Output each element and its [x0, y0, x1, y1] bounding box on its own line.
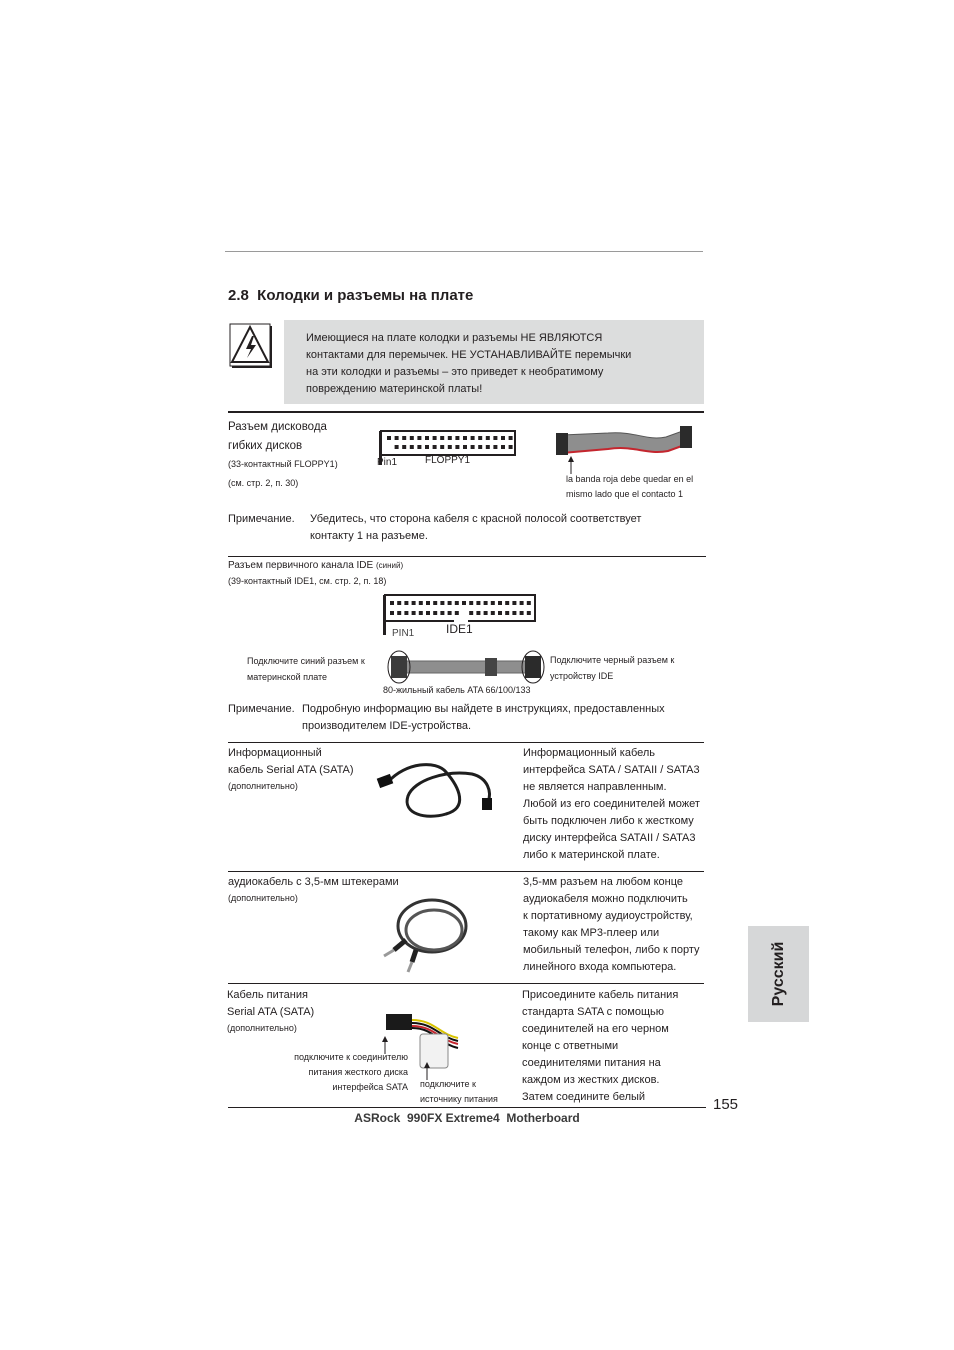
- power-optional: (дополнительно): [227, 1023, 297, 1033]
- power-title: [227, 987, 314, 1021]
- warning-line: на эти колодки и разъемы – это приведет к необратимому: [306, 366, 604, 378]
- floppy-title: [228, 418, 327, 456]
- divider: [228, 983, 704, 984]
- note-line: производителем IDE-устройства.: [302, 720, 472, 732]
- floppy-connector-label: FLOPPY1: [425, 455, 471, 466]
- note-line: Подробную информацию вы найдете в инструкциях, предоставленных: [302, 703, 665, 715]
- desc-line: Присоедините кабель питания: [522, 989, 679, 1001]
- language-tab-label: Русский: [769, 941, 787, 1007]
- ide-left-callout: [247, 653, 365, 685]
- desc-line: соединителей на его черном: [522, 1023, 669, 1035]
- floppy-pin1-label: Pin1: [377, 457, 398, 468]
- ide-note-label: Примечание.: [228, 703, 295, 715]
- desc-line: стандарта SATA с помощью: [522, 1006, 664, 1018]
- ide-sub: (39-контактный IDE1, см. стр. 2, п. 18): [228, 576, 387, 586]
- desc-line: не является направленным.: [523, 781, 667, 793]
- floppy-note: [310, 511, 641, 545]
- floppy-cable-note: [566, 472, 693, 502]
- floppy-ref: (см. стр. 2, п. 30): [228, 478, 299, 488]
- ide-title: [228, 560, 403, 571]
- audio-title: аудиокабель с 3,5-мм штекерами: [228, 876, 399, 888]
- ide-title-small: (синий): [375, 561, 404, 570]
- callout-line: подключите к: [420, 1079, 476, 1089]
- audio-description: [523, 874, 700, 976]
- cable-note-line: mismo lado que el contacto 1: [566, 489, 684, 499]
- callout-line: устройству IDE: [550, 671, 614, 681]
- warning-line: Имеющиеся на плате колодки и разъемы НЕ ЯВЛЯЮТСЯ: [306, 332, 603, 344]
- page-number: 155: [713, 1096, 739, 1113]
- desc-line: мобильный телефон, либо к порту: [523, 944, 700, 956]
- desc-line: каждом из жестких дисков.: [522, 1074, 660, 1086]
- desc-line: интерфейса SATA / SATAII / SATA3: [523, 764, 700, 776]
- floppy-title-line: Разъем дисковода: [228, 421, 327, 433]
- floppy-ribbon-cable: [556, 423, 696, 461]
- sata-description: [523, 745, 700, 864]
- floppy-sub: (33-контактный FLOPPY1): [228, 459, 338, 469]
- power-title-line: Serial ATA (SATA): [227, 1006, 315, 1018]
- callout-line: материнской плате: [247, 672, 328, 682]
- ide-connector-label: IDE1: [446, 622, 473, 636]
- power-description: [522, 987, 678, 1106]
- desc-line: быть подключен либо к жесткому: [523, 815, 694, 827]
- desc-line: такому как MP3-плеер или: [523, 927, 660, 939]
- ide-pin1-label: PIN1: [392, 628, 415, 639]
- callout-line: подключите к соединителю: [294, 1052, 408, 1062]
- ide-cable-caption: 80-жильный кабель ATA 66/100/133: [383, 685, 531, 695]
- top-divider: [225, 251, 703, 252]
- ide-right-callout: [550, 652, 674, 684]
- desc-line: Любой из его соединителей может: [523, 798, 700, 810]
- power-callout-right: [420, 1077, 498, 1107]
- desc-line: соединителями питания на: [522, 1057, 661, 1069]
- floppy-note-label: Примечание.: [228, 513, 295, 525]
- ide-note: [302, 701, 665, 735]
- desc-line: аудиокабеля можно подключить: [523, 893, 688, 905]
- desc-line: диску интерфейса SATAII / SATA3: [523, 832, 696, 844]
- desc-line: либо к материнской плате.: [523, 849, 660, 861]
- sata-cable-image: [376, 752, 506, 824]
- callout-line: питания жесткого диска: [308, 1067, 408, 1077]
- warning-line: повреждению материнской платы!: [306, 383, 483, 395]
- warning-line: контактами для перемычек. НЕ УСТАНАВЛИВАЙТЕ перемычки: [306, 349, 632, 361]
- desc-line: конце с ответными: [522, 1040, 619, 1052]
- section-divider: [228, 411, 704, 413]
- audio-optional: (дополнительно): [228, 893, 298, 903]
- callout-line: Подключите черный разъем к: [550, 655, 675, 665]
- sata-title-line: Информационный: [228, 747, 322, 759]
- note-line: контакту 1 на разъеме.: [310, 530, 428, 542]
- language-tab: [748, 926, 809, 1022]
- desc-line: Затем соедините белый: [522, 1091, 646, 1103]
- callout-line: Подключите синий разъем к: [247, 656, 365, 666]
- floppy-title-line: гибких дисков: [228, 440, 303, 452]
- divider: [228, 871, 704, 872]
- desc-line: к портативному аудиоустройству,: [523, 910, 693, 922]
- cable-note-line: la banda roja debe quedar en el: [566, 474, 694, 484]
- divider: [228, 742, 704, 743]
- callout-line: интерфейса SATA: [332, 1082, 408, 1092]
- sata-title: [228, 745, 354, 779]
- sata-title-line: кабель Serial ATA (SATA): [228, 764, 354, 776]
- desc-line: линейного входа компьютера.: [523, 961, 677, 973]
- section-title: 2.8 Колодки и разъемы на плате: [228, 287, 474, 304]
- footer-brand: ASRock 990FX Extreme4 Motherboard: [354, 1111, 580, 1125]
- warning-triangle-icon: [226, 320, 276, 370]
- power-callout-left: [286, 1050, 408, 1095]
- note-line: Убедитесь, что сторона кабеля с красной полосой соответствует: [310, 513, 642, 525]
- sata-optional: (дополнительно): [228, 781, 298, 791]
- ide-title-text: Разъем первичного канала IDE: [228, 560, 374, 571]
- ide-ribbon-cable: [383, 648, 549, 686]
- callout-line: источнику питания: [420, 1094, 498, 1104]
- warning-text: [306, 330, 631, 398]
- audio-cable-image: [376, 892, 476, 976]
- desc-line: 3,5-мм разъем на любом конце: [523, 876, 684, 888]
- divider: [228, 556, 706, 557]
- power-title-line: Кабель питания: [227, 989, 308, 1001]
- footer-divider: [228, 1107, 706, 1108]
- desc-line: Информационный кабель: [523, 747, 656, 759]
